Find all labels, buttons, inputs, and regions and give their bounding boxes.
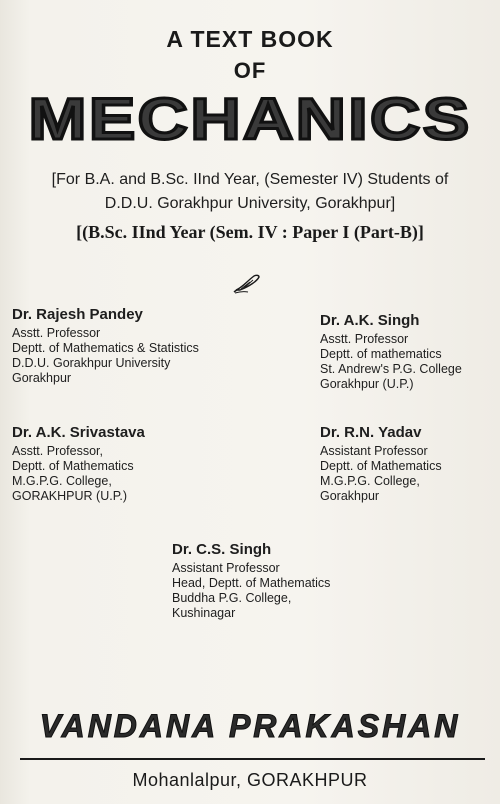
publisher-name: VANDANA PRAKASHAN: [39, 708, 461, 744]
author-department: Head, Deptt. of Mathematics: [172, 576, 331, 590]
quill-pen-icon: [232, 272, 262, 294]
author-designation: Asstt. Professor: [12, 326, 101, 340]
author-department: Deptt. of Mathematics: [320, 459, 442, 473]
author-designation: Assistant Professor: [172, 561, 280, 575]
book-title: MECHANICS: [28, 87, 472, 152]
author-department: Deptt. of mathematics: [320, 347, 442, 361]
author-block-ak-srivastava: [12, 423, 145, 504]
paper-designation: [(B.Sc. IInd Year (Sem. IV : Paper I (Part-B)]: [76, 222, 424, 242]
header-line-of: OF: [233, 58, 267, 83]
author-location: Gorakhpur (U.P.): [320, 377, 414, 391]
divider-rule: [20, 758, 485, 760]
author-name: Dr. A.K. Singh: [320, 312, 420, 329]
audience-description: [10, 168, 490, 216]
publisher-city: Mohanlalpur, GORAKHPUR: [132, 770, 368, 790]
author-location: Kushinagar: [172, 606, 236, 620]
author-designation: Asstt. Professor: [320, 332, 409, 346]
author-block-rajesh-pandey: [12, 305, 199, 386]
author-designation: Assistant Professor: [320, 444, 428, 458]
author-institution: St. Andrew's P.G. College: [320, 362, 462, 376]
author-designation: Asstt. Professor,: [12, 444, 104, 458]
author-name: Dr. Rajesh Pandey: [12, 306, 143, 323]
author-institution: D.D.U. Gorakhpur University: [12, 356, 171, 370]
author-block-cs-singh: [172, 540, 330, 621]
author-block-ak-singh: [320, 311, 462, 392]
author-institution: Buddha P.G. College,: [172, 591, 292, 605]
header-line-text-book: A TEXT BOOK: [166, 26, 334, 52]
author-location: GORAKHPUR (U.P.): [12, 489, 128, 503]
author-department: Deptt. of Mathematics: [12, 459, 134, 473]
audience-line-1: [For B.A. and B.Sc. IInd Year, (Semester IV) Students of: [51, 171, 449, 188]
author-name: Dr. R.N. Yadav: [320, 424, 422, 441]
author-location: Gorakhpur: [320, 489, 380, 503]
author-institution: M.G.P.G. College,: [320, 474, 420, 488]
author-location: Gorakhpur: [12, 371, 72, 385]
author-block-rn-yadav: [320, 423, 442, 504]
author-department: Deptt. of Mathematics & Statistics: [12, 341, 199, 355]
author-name: Dr. A.K. Srivastava: [12, 424, 145, 441]
author-name: Dr. C.S. Singh: [172, 541, 272, 558]
audience-line-2: D.D.U. Gorakhpur University, Gorakhpur]: [104, 195, 396, 212]
author-institution: M.G.P.G. College,: [12, 474, 112, 488]
